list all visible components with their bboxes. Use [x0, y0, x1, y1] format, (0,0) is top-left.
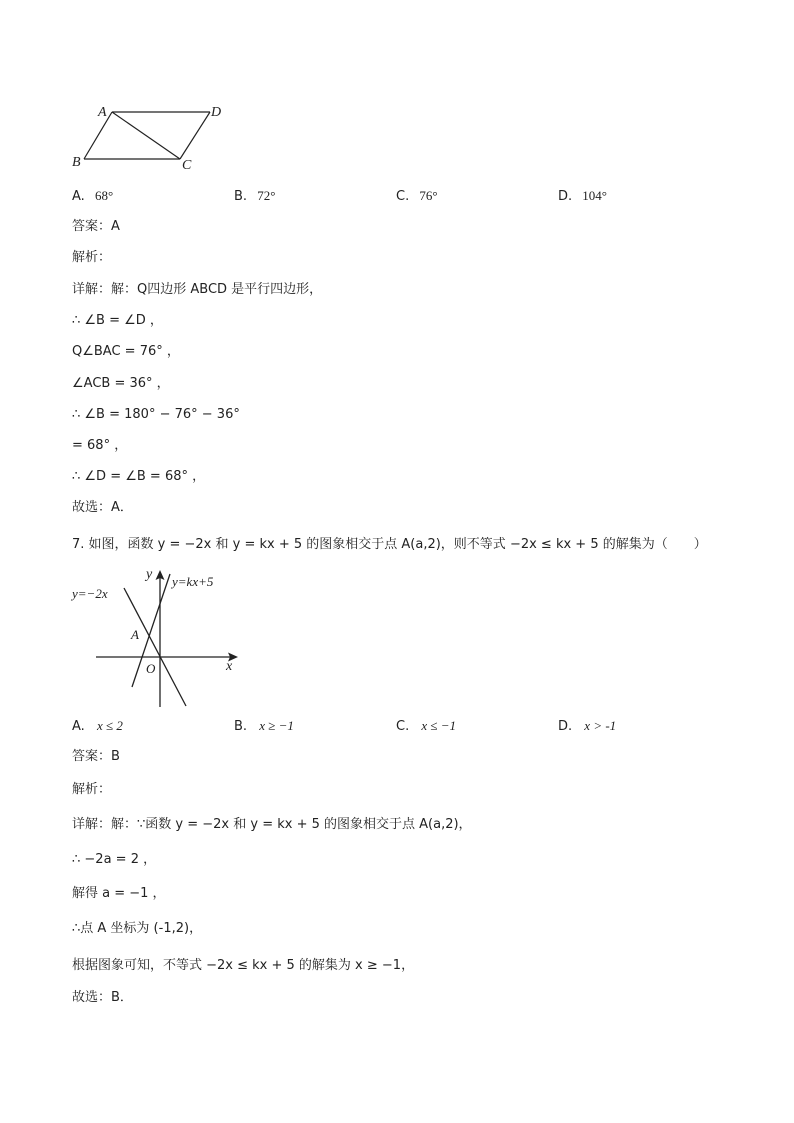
option-letter: C. — [396, 189, 410, 204]
option-letter: A. — [72, 189, 85, 204]
q7-detail-line-3: 解得 a = −1 ， — [72, 886, 166, 901]
q6-analysis-label: 解析： — [72, 250, 112, 265]
parallelogram-figure — [60, 98, 240, 178]
q6-detail-line-3: Q∠BAC = 76° ， — [72, 344, 180, 359]
intersection-label: A — [131, 627, 139, 642]
option-text: x > -1 — [584, 718, 617, 733]
q6-detail-line-2: ∴ ∠B = ∠D ， — [72, 313, 163, 328]
q7-option-a — [72, 719, 123, 733]
option-letter: A. — [72, 719, 85, 734]
option-text: 104° — [582, 188, 607, 203]
q7-detail-line-2: ∴ −2a = 2 ， — [72, 852, 157, 867]
option-text: x ≤ −1 — [421, 718, 457, 733]
q7-detail-line-6: 故选：B． — [72, 990, 133, 1005]
q7-stem: 7. 如图，函数 y = −2x 和 y = kx + 5 的图象相交于点 A(a,2)，则不等式 −2x ≤ kx + 5 的解集为（ ） — [72, 537, 707, 552]
q7-answer: 答案：B — [72, 749, 120, 764]
origin-label: O — [146, 661, 156, 676]
q7-option-c — [396, 719, 456, 733]
vertex-label-a: A — [98, 105, 107, 120]
vertex-label-c: C — [182, 158, 192, 173]
q6-option-d — [558, 189, 607, 203]
option-letter: D. — [558, 719, 573, 734]
q7-analysis-label: 解析： — [72, 782, 112, 797]
x-axis-label: x — [226, 659, 233, 674]
option-text: 72° — [257, 188, 276, 203]
q7-detail-line-5: 根据图象可知，不等式 −2x ≤ kx + 5 的解集为 x ≥ −1， — [72, 958, 415, 973]
option-text: 68° — [94, 188, 114, 203]
option-letter: B. — [234, 189, 248, 204]
vertex-label-d: D — [211, 105, 222, 120]
line-label-y-kx5: y=kx+5 — [172, 574, 214, 589]
q7-detail-line-4: ∴点 A 坐标为 (-1,2)， — [72, 921, 203, 936]
option-text: 76° — [419, 188, 438, 203]
q7-detail-line-1: 详解：解：∵函数 y = −2x 和 y = kx + 5 的图象相交于点 A(a,2)， — [72, 817, 472, 832]
q7-option-d — [558, 719, 616, 733]
option-letter: C. — [396, 719, 410, 734]
line-label-y-neg2x: y=−2x — [72, 586, 108, 601]
q6-detail-line-8: 故选：A． — [72, 500, 133, 515]
option-letter: D. — [558, 189, 573, 204]
q6-answer: 答案：A — [72, 219, 120, 234]
vertex-label-b: B — [72, 155, 81, 170]
function-graph-figure — [66, 562, 256, 712]
option-text: x ≤ 2 — [96, 718, 123, 733]
y-axis-label: y — [146, 567, 153, 582]
q6-option-b — [234, 189, 275, 203]
q6-option-c — [396, 189, 438, 203]
q6-detail-line-4: ∠ACB = 36° ， — [72, 376, 170, 391]
q6-detail-line-1: 详解：解：Q四边形 ABCD 是平行四边形， — [72, 282, 323, 297]
option-letter: B. — [234, 719, 248, 734]
q7-option-b — [234, 719, 294, 733]
option-text: x ≥ −1 — [259, 718, 294, 733]
q6-option-a — [72, 189, 113, 203]
q6-detail-line-7: ∴ ∠D = ∠B = 68° ， — [72, 469, 206, 484]
q6-detail-line-5: ∴ ∠B = 180° − 76° − 36° — [72, 407, 240, 422]
q6-detail-line-6: = 68° ， — [72, 438, 128, 453]
